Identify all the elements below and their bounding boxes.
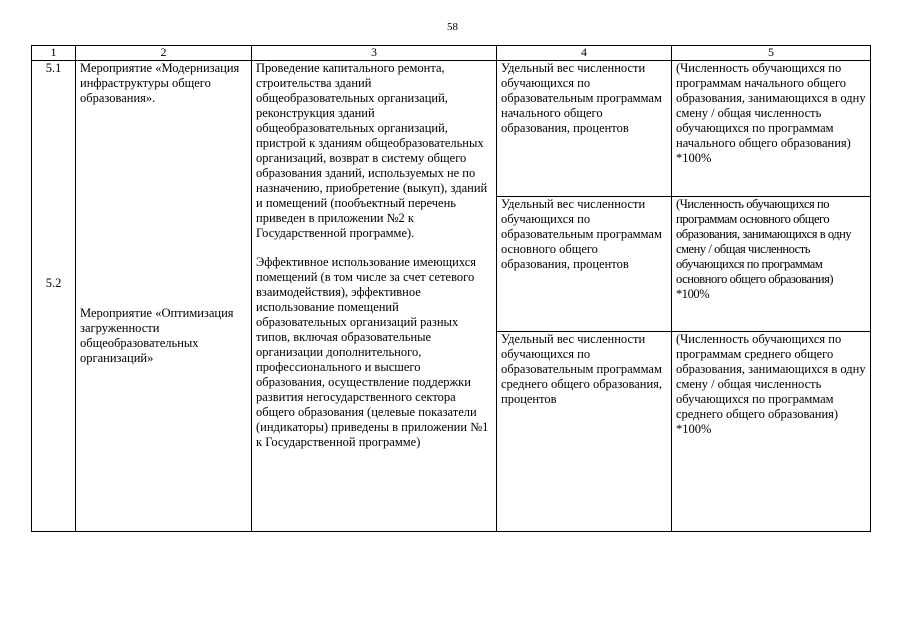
event-description: Проведение капитального ремонта, строительства зданий общеобразовательных организаций, реконструкция зданий общеобразовательных организаций, пристрой к зданиям общеобразовательных организаций, возврат в систему общего образования зданий, используемых не по назначению, приобретение (выкуп), зданий и помещений (пообъектный перечень приведен в приложении №2 к Государственной программе). — [256, 61, 488, 240]
header-cell-5: 5 — [672, 46, 871, 61]
description-cell — [252, 61, 497, 532]
page-number: 58 — [447, 21, 458, 33]
indicator-name: Удельный вес численности обучающихся по образовательным программам среднего общего образования, процентов — [501, 332, 663, 407]
header-cell-1: 1 — [32, 46, 76, 61]
indicator-name-cell — [497, 332, 672, 532]
header-cell-4: 4 — [497, 46, 672, 61]
event-description: Эффективное использование имеющихся помещений (в том числе за счет сетевого взаимодействия), эффективное использование помещений образовательных организаций разных типов, включая образовательные организации дополнительного, профессионального и высшего образования, осуществление поддержки развития негосударственного сектора общего образования (целевые показатели (индикаторы) приведены в приложении №1 к Государственной программе) — [256, 255, 489, 449]
indicator-formula-cell — [672, 61, 871, 197]
indicator-name-cell — [497, 61, 672, 197]
event-name: Мероприятие «Оптимизация загруженности общеобразовательных организаций» — [80, 306, 234, 365]
indicator-formula-cell — [672, 196, 871, 332]
row-number-cell — [32, 61, 76, 532]
indicator-name: Удельный вес численности обучающихся по образовательным программам основного общего образования, процентов — [501, 196, 662, 271]
indicator-formula: (Численность обучающихся по программам основного общего образования, занимающихся в одну смену / общая численность обучающихся по программам основного общего образования) *100% — [676, 196, 852, 301]
row-number: 5.2 — [45, 276, 62, 290]
row-number: 5.1 — [45, 61, 62, 75]
indicator-formula: (Численность обучающихся по программам среднего общего образования, занимающихся в одну смену / общая численность обучающихся по программам среднего общего образования) *100% — [676, 332, 866, 437]
measures-table — [31, 45, 871, 532]
header-row — [32, 46, 871, 61]
indicator-name: Удельный вес численности обучающихся по образовательным программам начального общего образования, процентов — [501, 61, 662, 135]
indicator-name-cell — [497, 196, 672, 332]
table-row — [32, 61, 871, 197]
header-cell-2: 2 — [76, 46, 252, 61]
indicator-formula-cell — [672, 332, 871, 532]
event-name: Мероприятие «Модернизация инфраструктуры общего образования». — [80, 61, 240, 105]
indicator-formula: (Численность обучающихся по программам начального общего образования, занимающихся в одну смену / общая численность обучающихся по программам начального общего образования) *100% — [676, 61, 866, 165]
event-cell — [76, 61, 252, 532]
header-cell-3: 3 — [252, 46, 497, 61]
